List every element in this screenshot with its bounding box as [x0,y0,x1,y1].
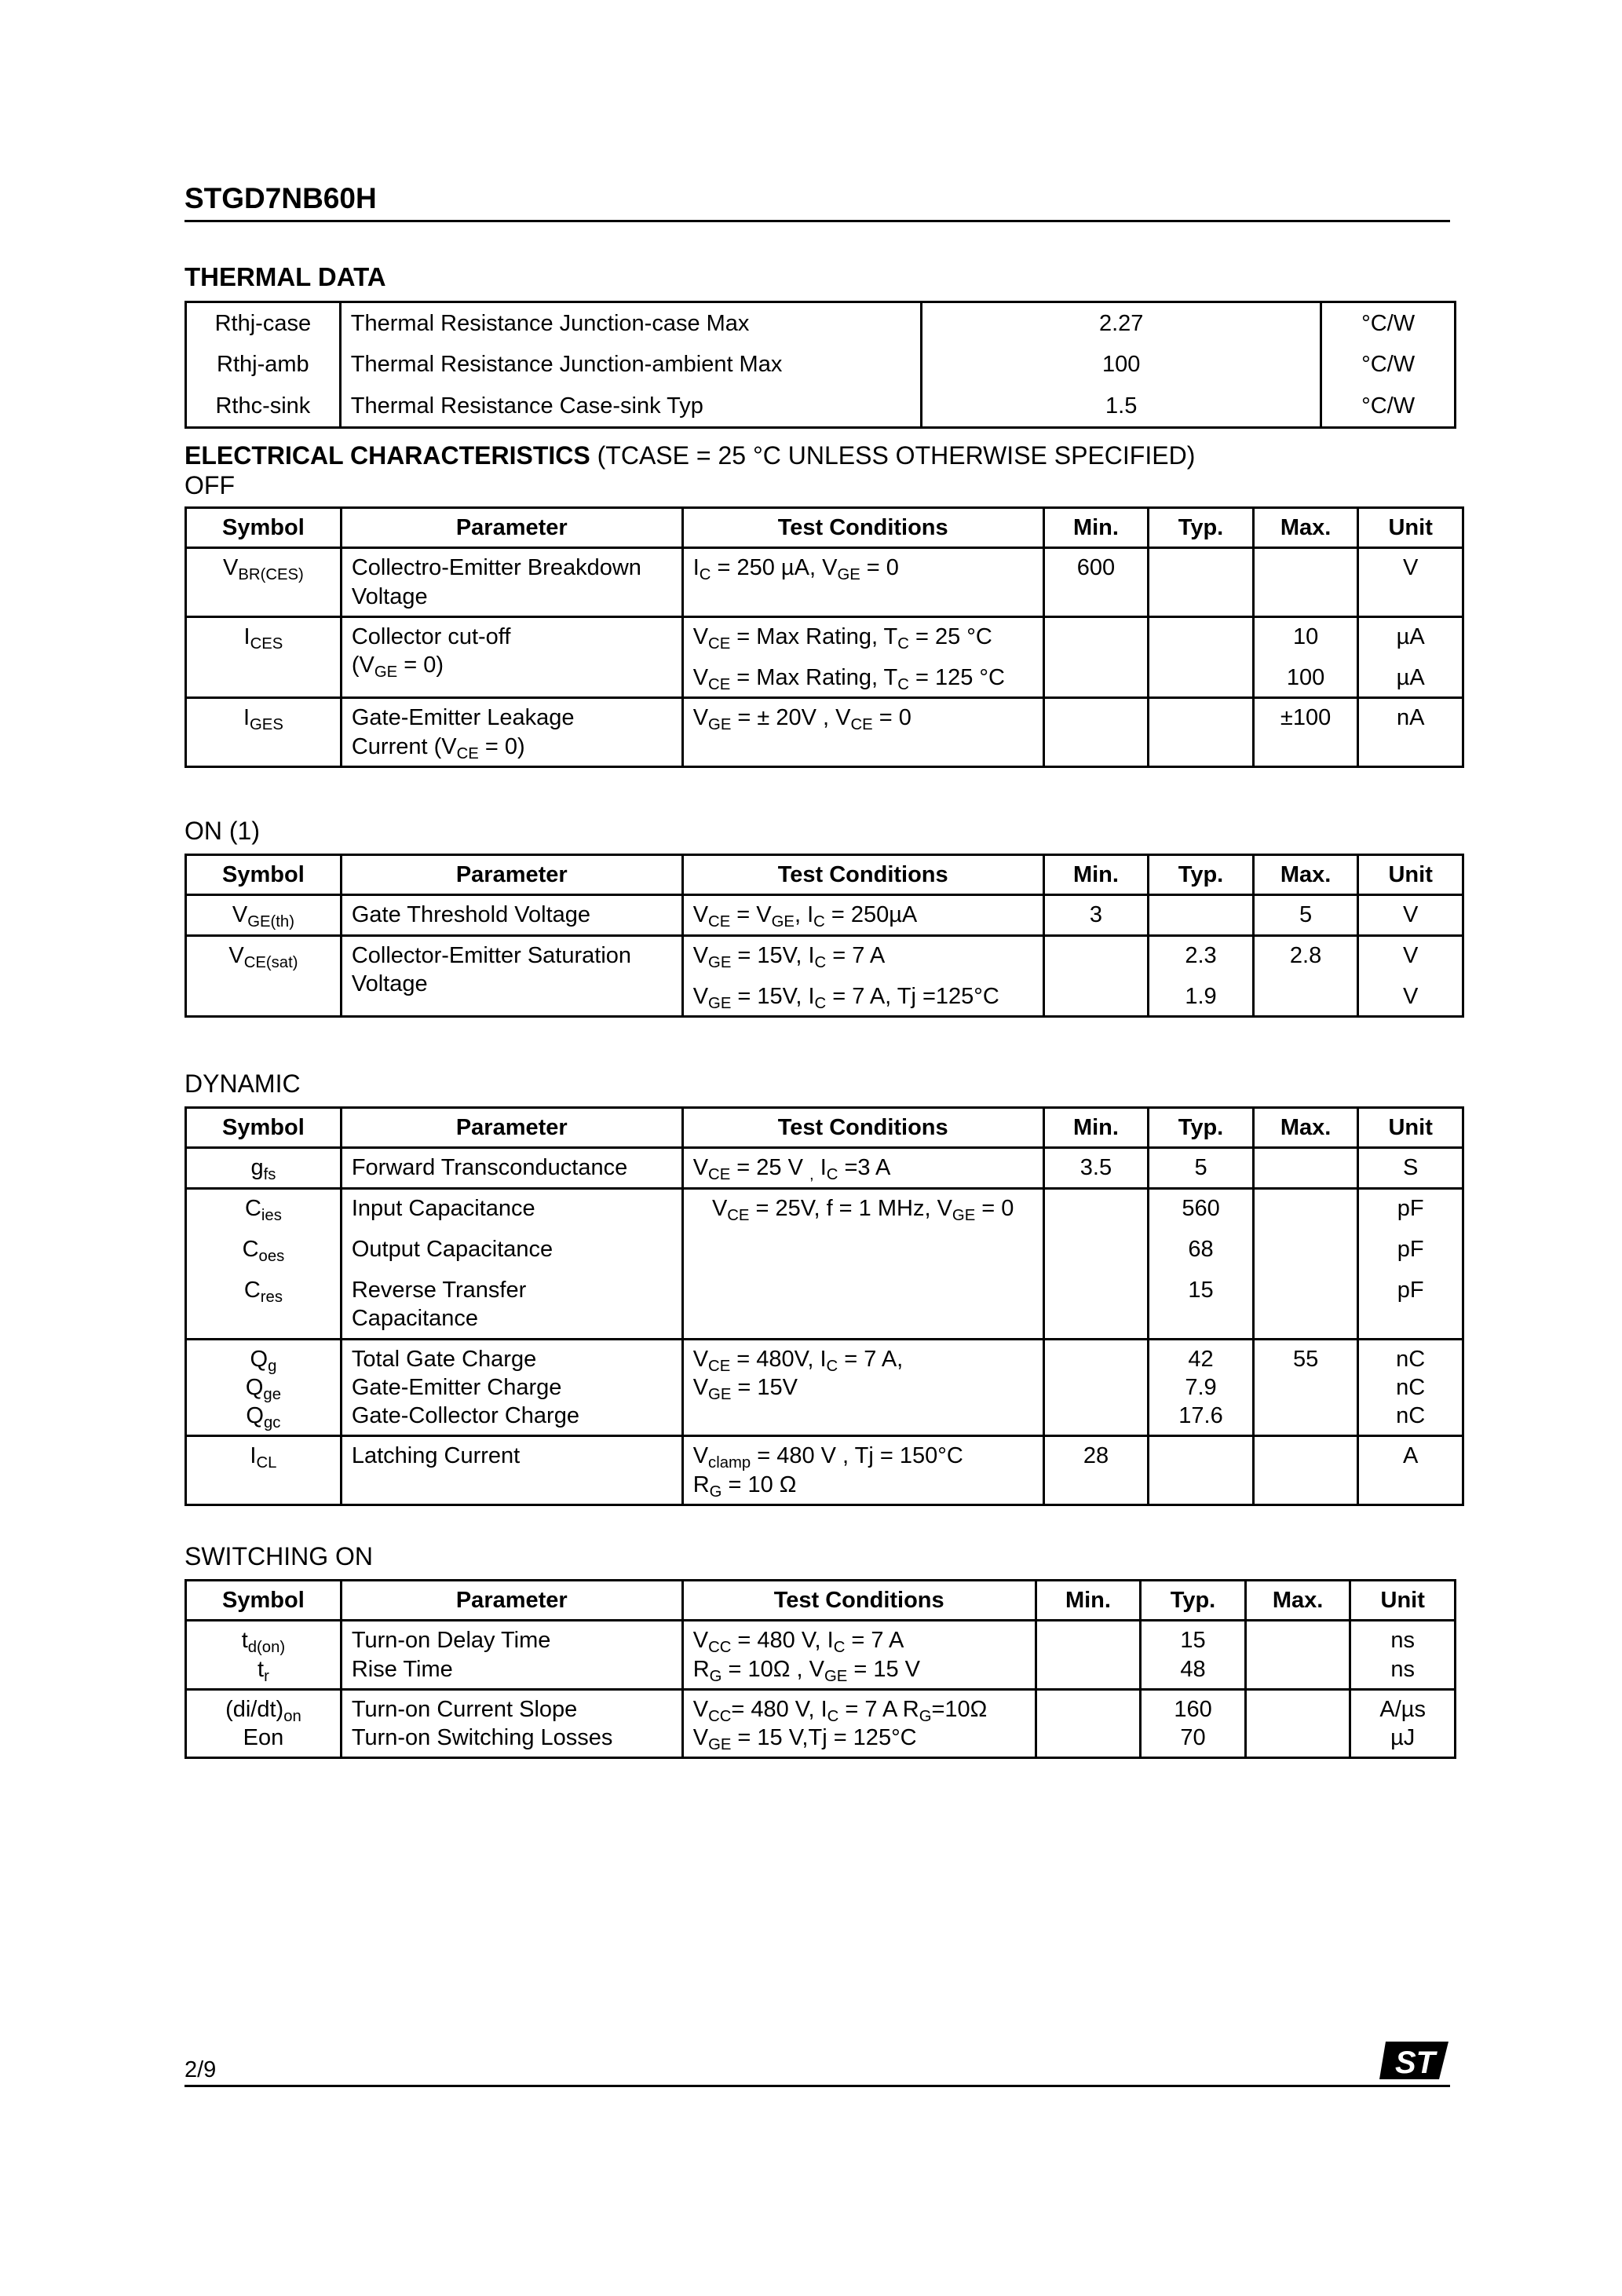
symbol-cell: Rthc-sink [186,386,341,428]
col-symbol: Symbol [186,1581,342,1621]
max-cell [1253,548,1358,617]
on-heading: ON (1) [184,817,260,845]
table-row [186,1621,1456,1690]
max-cell: 10 100 [1253,616,1358,698]
symbol-cell: Rthj-case [186,302,341,345]
typ-cell [1149,616,1254,698]
conditions-cell: $V_{CE} = 25$ V $_,$ $I_C =3$ A [682,1148,1043,1188]
svg-text:ST: ST [1395,2046,1436,2080]
table-row [186,548,1463,617]
min-cell: 600 [1043,548,1149,617]
max-cell [1253,1436,1358,1505]
switching-table [184,1579,1456,1759]
electrical-heading [184,441,1195,470]
conditions-cell: $V_{GE} = 15V$, $I_C = 7$ A $V_{GE} = 15V$, $I_C = 7$ A, Tj =125°C [682,935,1043,1017]
min-cell: 28 [1043,1436,1149,1505]
symbol-cell: $V_{CE(sat)}$ [186,935,342,1017]
symbol-cell: $t_{d(on)}$ $t_r$ [186,1621,342,1690]
unit-cell: °C/W [1321,302,1456,345]
max-cell: 55 [1253,1339,1358,1436]
symbol-cell: $I_{CES}$ [186,616,342,698]
col-typ: Typ. [1141,1581,1246,1621]
parameter-cell: Collector cut-off $(V_{GE} = 0)$ [341,616,682,698]
col-conditions: Test Conditions [682,855,1043,895]
symbol-cell: $(di/dt)_{on}$ Eon [186,1689,342,1758]
col-conditions: Test Conditions [682,1581,1036,1621]
unit-cell: nC nC nC [1358,1339,1463,1436]
max-cell [1253,1188,1358,1339]
min-cell [1043,1339,1149,1436]
min-cell [1036,1689,1141,1758]
switching-heading: SWITCHING ON [184,1542,373,1570]
col-conditions: Test Conditions [682,1108,1043,1148]
symbol-cell: $I_{GES}$ [186,698,342,767]
typ-cell: 15 48 [1141,1621,1246,1690]
unit-cell: nA [1358,698,1463,767]
col-min: Min. [1043,1108,1149,1148]
symbol-cell: $Q_g$ $Q_{ge}$ $Q_{gc}$ [186,1339,342,1436]
value-cell: 2.27 [922,302,1321,345]
electrical-heading-condition: (TCASE = 25 °C UNLESS OTHERWISE SPECIFIED) [590,441,1196,470]
table-row [186,344,1456,385]
typ-cell [1149,698,1254,767]
col-parameter: Parameter [341,855,682,895]
table-row [186,935,1463,1017]
max-cell [1245,1689,1350,1758]
col-typ: Typ. [1149,855,1254,895]
table-row [186,616,1463,698]
parameter-cell: Gate-Emitter Leakage Current $(V_{CE} = 0)$ [341,698,682,767]
off-heading: OFF [184,471,235,499]
typ-cell: 42 7.9 17.6 [1149,1339,1254,1436]
col-typ: Typ. [1149,1108,1254,1148]
conditions-cell: $V_{CC} = 480$ V, $I_C = 7$ A $R_G = 10\Omega$ , $V_{GE} = 15$ V [682,1621,1036,1690]
typ-cell: 5 [1149,1148,1254,1188]
typ-cell [1149,895,1254,935]
max-cell [1245,1621,1350,1690]
conditions-cell: $V_{CE}$ = Max Rating, $T_C = 25$ °C $V_{CE}$ = Max Rating, $T_C = 125$ °C [682,616,1043,698]
dynamic-heading: DYNAMIC [184,1069,301,1098]
col-min: Min. [1043,508,1149,548]
min-cell [1043,935,1149,1017]
symbol-cell: Rthj-amb [186,344,341,385]
col-unit: Unit [1358,1108,1463,1148]
col-min: Min. [1043,855,1149,895]
dynamic-table [184,1106,1464,1506]
parameter-cell: Collectro-Emitter Breakdown Voltage [341,548,682,617]
table-row [186,1188,1463,1339]
min-cell: 3.5 [1043,1148,1149,1188]
symbol-cell: $V_{BR(CES)}$ [186,548,342,617]
col-parameter: Parameter [341,1581,682,1621]
table-row [186,1436,1463,1505]
unit-cell: A [1358,1436,1463,1505]
table-row [186,698,1463,767]
typ-cell: 560 68 15 [1149,1188,1254,1339]
table-row [186,1148,1463,1188]
table-row [186,302,1456,345]
table-row [186,1689,1456,1758]
conditions-cell: $V_{CC}= 480$ V, $I_C = 7$ A $R_G=10\Omega$ $V_{GE} = 15$ V,Tj = 125°C [682,1689,1036,1758]
typ-cell: 2.3 1.9 [1149,935,1254,1017]
footer-rule [184,2085,1450,2087]
unit-cell: V [1358,895,1463,935]
conditions-cell: $V_{clamp} = 480$ V , Tj = 150°C $R_G = 10$ Ω [682,1436,1043,1505]
min-cell: 3 [1043,895,1149,935]
col-parameter: Parameter [341,1108,682,1148]
col-unit: Unit [1358,855,1463,895]
unit-cell: S [1358,1148,1463,1188]
unit-cell: ns ns [1350,1621,1456,1690]
min-cell [1036,1621,1141,1690]
parameter-cell: Latching Current [341,1436,682,1505]
table-row [186,386,1456,428]
conditions-cell: $V_{CE} = 480V$, $I_C = 7$ A, $V_{GE} = 15V$ [682,1339,1043,1436]
conditions-cell: $V_{GE}$ = ± 20V , $V_{CE} = 0$ [682,698,1043,767]
min-cell [1043,698,1149,767]
min-cell [1043,616,1149,698]
col-symbol: Symbol [186,1108,342,1148]
st-logo-icon [1378,2038,1450,2082]
off-table [184,506,1464,768]
parameter-cell: Turn-on Delay Time Rise Time [341,1621,682,1690]
min-cell [1043,1188,1149,1339]
col-min: Min. [1036,1581,1141,1621]
col-max: Max. [1253,508,1358,548]
symbol-cell: $V_{GE(th)}$ [186,895,342,935]
table-header-row [186,1108,1463,1148]
unit-cell: °C/W [1321,386,1456,428]
col-symbol: Symbol [186,855,342,895]
col-parameter: Parameter [341,508,682,548]
symbol-cell: $I_{CL}$ [186,1436,342,1505]
conditions-cell: $V_{CE} = V_{GE}$, $I_C = 250\mu A$ [682,895,1043,935]
col-typ: Typ. [1149,508,1254,548]
col-max: Max. [1253,1108,1358,1148]
max-cell: 2.8 [1253,935,1358,1017]
table-row [186,895,1463,935]
unit-cell: pF pF pF [1358,1188,1463,1339]
parameter-cell: Total Gate Charge Gate-Emitter Charge Gate-Collector Charge [341,1339,682,1436]
conditions-cell: $I_C = 250$ µA, $V_{GE} = 0$ [682,548,1043,617]
unit-cell: µA µA [1358,616,1463,698]
symbol-cell: $C_{ies}$ $C_{oes}$ $C_{res}$ [186,1188,342,1339]
col-conditions: Test Conditions [682,508,1043,548]
parameter-cell: Thermal Resistance Junction-ambient Max [340,344,922,385]
table-row [186,1339,1463,1436]
parameter-cell: Gate Threshold Voltage [341,895,682,935]
max-cell: 5 [1253,895,1358,935]
max-cell: ±100 [1253,698,1358,767]
parameter-cell: Forward Transconductance [341,1148,682,1188]
table-header-row [186,855,1463,895]
parameter-cell: Collector-Emitter Saturation Voltage [341,935,682,1017]
table-header-row [186,1581,1456,1621]
parameter-cell: Thermal Resistance Junction-case Max [340,302,922,345]
parameter-cell: Input Capacitance Output Capacitance Reverse Transfer Capacitance [341,1188,682,1339]
max-cell [1253,1148,1358,1188]
symbol-cell: $g_{fs}$ [186,1148,342,1188]
on-table [184,854,1464,1018]
parameter-cell: Thermal Resistance Case-sink Typ [340,386,922,428]
value-cell: 100 [922,344,1321,385]
col-unit: Unit [1350,1581,1456,1621]
value-cell: 1.5 [922,386,1321,428]
parameter-cell: Turn-on Current Slope Turn-on Switching Losses [341,1689,682,1758]
col-max: Max. [1245,1581,1350,1621]
header-rule [184,220,1450,222]
typ-cell [1149,548,1254,617]
document-title: STGD7NB60H [184,182,377,214]
unit-cell: V [1358,548,1463,617]
typ-cell [1149,1436,1254,1505]
col-max: Max. [1253,855,1358,895]
col-symbol: Symbol [186,508,342,548]
typ-cell: 160 70 [1141,1689,1246,1758]
thermal-heading: THERMAL DATA [184,262,386,291]
table-header-row [186,508,1463,548]
col-unit: Unit [1358,508,1463,548]
unit-cell: °C/W [1321,344,1456,385]
thermal-table [184,301,1456,429]
electrical-heading-bold: ELECTRICAL CHARACTERISTICS [184,441,590,470]
conditions-cell: $V_{CE} = 25V$, f = 1 MHz, $V_{GE} = 0$ [682,1188,1043,1339]
unit-cell: V V [1358,935,1463,1017]
page-number: 2/9 [184,2057,217,2082]
unit-cell: A/µs µJ [1350,1689,1456,1758]
